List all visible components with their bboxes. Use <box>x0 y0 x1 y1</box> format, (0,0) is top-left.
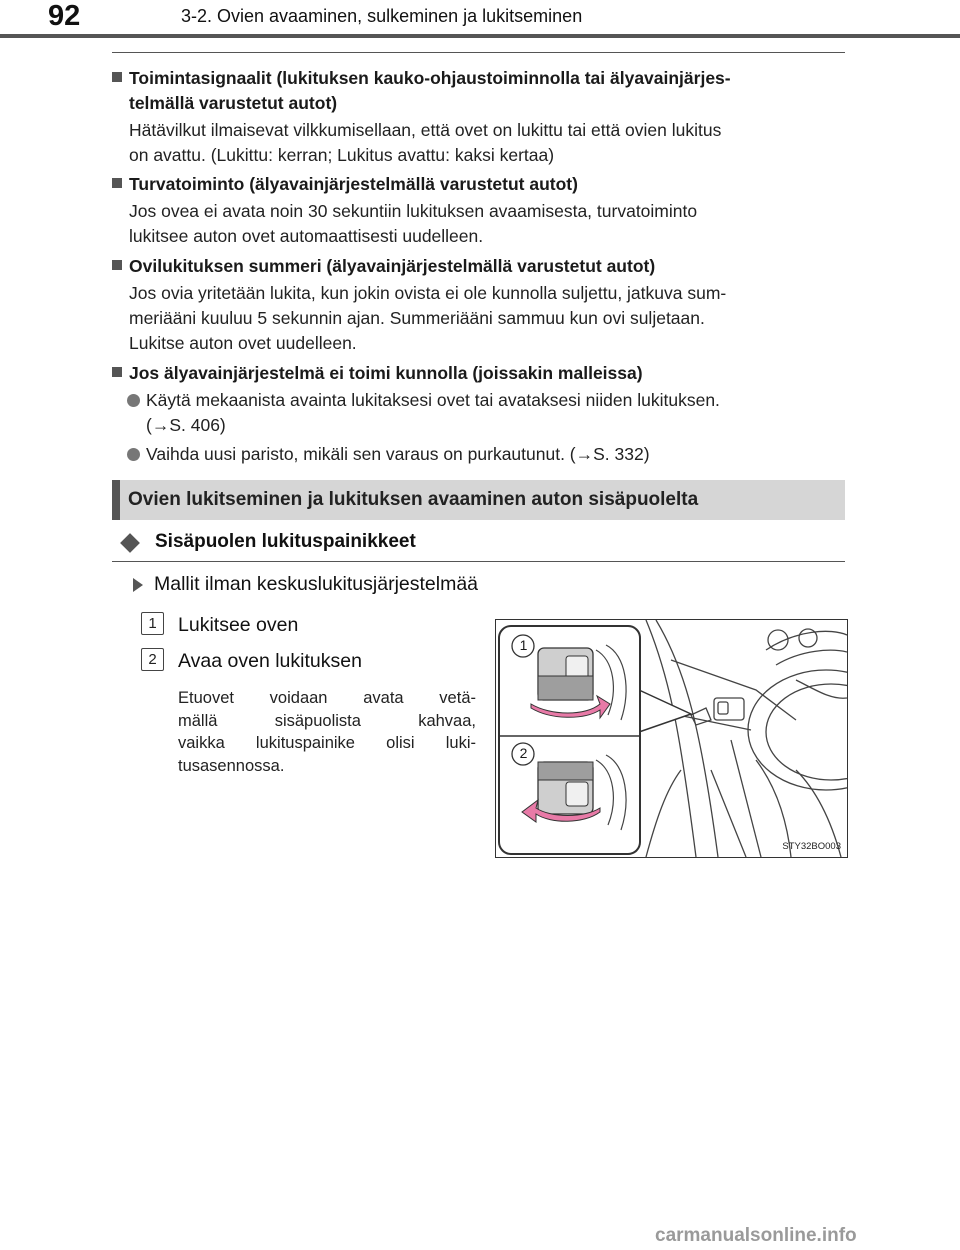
section-heading: telmällä varustetut autot) <box>129 93 338 113</box>
callout-1-label: 1 <box>519 637 528 653</box>
note-line: mällä sisäpuolista kahvaa, <box>178 711 476 730</box>
bullet-text: Vaihda uusi paristo, mikäli sen varaus on purkautunut. (→S. 332) <box>146 444 650 464</box>
item-number: 1 <box>141 612 164 635</box>
section-marker <box>112 178 122 188</box>
banner-accent <box>112 480 120 520</box>
illustration-svg <box>496 620 847 857</box>
bullet-icon <box>127 394 140 407</box>
item-text: Lukitsee oven <box>178 614 299 636</box>
subsection-title: Sisäpuolen lukituspainikkeet <box>155 531 416 552</box>
section-body: lukitsee auton ovet automaattisesti uudelleen. <box>129 226 484 246</box>
bullet-icon <box>127 448 140 461</box>
section-title: 3-2. Ovien avaaminen, sulkeminen ja lukitseminen <box>181 6 583 26</box>
section-marker <box>112 72 122 82</box>
section-body: Hätävilkut ilmaisevat vilkkumisellaan, että ovet on lukittu tai että ovien lukitus <box>129 120 722 140</box>
banner-title: Ovien lukitseminen ja lukituksen avaaminen auton sisäpuolelta <box>128 489 699 510</box>
section-marker <box>112 260 122 270</box>
model-label: Mallit ilman keskuslukitusjärjestelmää <box>154 573 479 595</box>
section-marker <box>112 367 122 377</box>
bullet-text: (→S. 406) <box>146 415 226 435</box>
section-heading: Jos älyavainjärjestelmä ei toimi kunnolla (joissakin malleissa) <box>129 363 643 383</box>
triangle-arrow-icon <box>133 578 143 592</box>
header-rule <box>0 34 960 38</box>
section-body: Jos ovea ei avata noin 30 sekuntiin lukituksen avaamisesta, turvatoiminto <box>129 201 698 221</box>
watermark: carmanualsonline.info <box>655 1225 857 1246</box>
note-text <box>178 687 476 777</box>
top-divider <box>112 52 845 53</box>
section-heading: Ovilukituksen summeri (älyavainjärjestelmällä varustetut autot) <box>129 256 656 276</box>
item-number: 2 <box>141 648 164 671</box>
section-banner <box>112 480 845 520</box>
section-body: on avattu. (Lukittu: kerran; Lukitus avattu: kaksi kertaa) <box>129 145 555 165</box>
section-heading: Toimintasignaalit (lukituksen kauko-ohjaustoiminnolla tai älyavainjärjes- <box>129 68 731 88</box>
section-body: meriääni kuuluu 5 sekunnin ajan. Summeriääni sammuu kun ovi suljetaan. <box>129 308 705 328</box>
page-number: 92 <box>48 0 81 32</box>
page-header <box>0 0 960 34</box>
subsection-divider <box>112 561 845 562</box>
callout-2-label: 2 <box>519 745 528 761</box>
note-line: Etuovet voidaan avata vetä- <box>178 689 476 707</box>
note-line: vaikka lukituspainike olisi luki- <box>178 734 476 752</box>
section-heading: Turvatoiminto (älyavainjärjestelmällä varustetut autot) <box>129 174 578 194</box>
item-text: Avaa oven lukituksen <box>178 650 362 672</box>
note-line: tusasennossa. <box>178 756 285 775</box>
bullet-text: Käytä mekaanista avainta lukitaksesi ovet tai avataksesi niiden lukituksen. <box>146 390 720 410</box>
door-lock-illustration <box>495 619 848 858</box>
section-body: Lukitse auton ovet uudelleen. <box>129 333 357 353</box>
section-body: Jos ovia yritetään lukita, kun jokin ovista ei ole kunnolla suljettu, jatkuva sum- <box>129 283 727 303</box>
figure-code: STY32BO003 <box>782 841 841 852</box>
diamond-icon <box>120 533 140 553</box>
